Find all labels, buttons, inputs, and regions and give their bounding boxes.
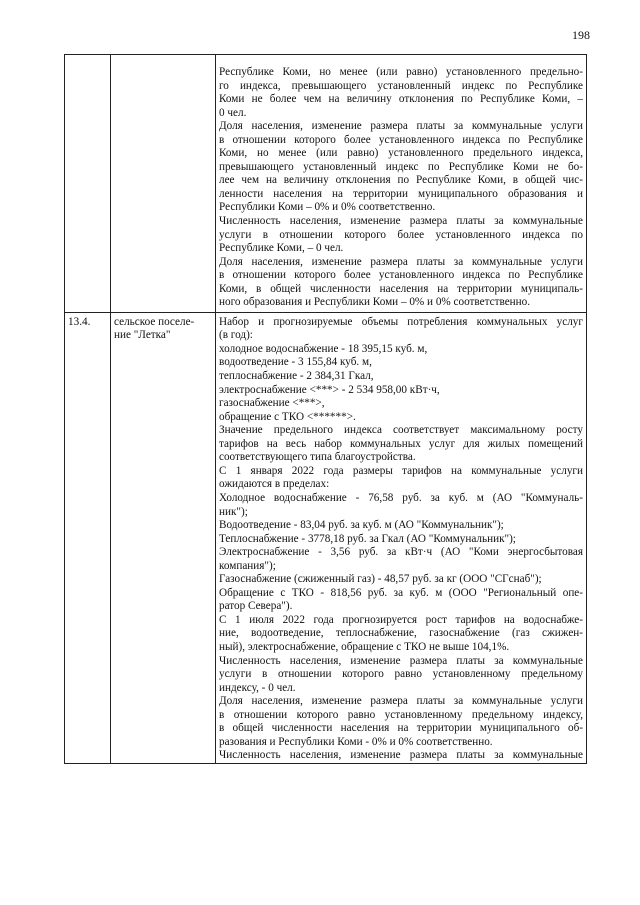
description-line: ник"); (219, 505, 248, 518)
description-line: в отношении которого равно установленному предельному индексу, (219, 708, 583, 721)
description-line: Теплоснабжение - 3778,18 руб. за Гкал (АО "Коммунальник"); (219, 532, 516, 545)
description-line: в отношении которого более установленного индекса по Республике (219, 269, 583, 282)
description-line: соответствующего типа благоустройства. (219, 451, 416, 464)
description-line: услуги в отношении которого равно установленному предельному (219, 668, 583, 681)
description-line: индексу, - 0 чел. (219, 681, 296, 694)
description-line: в общей численности населения на территории муниципального об- (219, 722, 583, 735)
description-line: го индекса, превышающего установленный индекс по Республике (219, 79, 583, 92)
description-line: Коми, но менее (или равно) установленного предельного индекса, (219, 147, 583, 160)
table-row (65, 55, 587, 313)
description-line: Численность населения, изменение размера платы за коммунальные (219, 654, 583, 667)
description-line: газоснабжение <***>, (219, 397, 325, 410)
description-cell (216, 55, 587, 313)
description-line: обращение с ТКО <******>. (219, 410, 356, 423)
description-line: Электроснабжение - 3,56 руб. за кВт·ч (АО "Коми энергосбытовая (219, 546, 583, 559)
description-line: Коми, в общей численности населения на территории муниципаль- (219, 282, 583, 295)
description-line: ного образования и Республики Коми – 0% и 0% соответственно. (219, 296, 531, 309)
description-line: Численность населения, изменение размера платы за коммунальные (219, 749, 583, 762)
description-line: компания"); (219, 559, 276, 572)
description-line: Доля населения, изменение размера платы за коммунальные услуги (219, 695, 583, 708)
description-line: С 1 января 2022 года размеры тарифов на коммунальные услуги (219, 464, 583, 477)
description-line: разования и Республики Коми - 0% и 0% соответственно. (219, 735, 493, 748)
description-line: ный), электроснабжение, обращение с ТКО не выше 104,1%. (219, 640, 510, 653)
tariff-table (64, 54, 587, 764)
description-line: 0 чел. (219, 106, 247, 119)
description-line: Численность населения, изменение размера платы за коммунальные (219, 215, 583, 228)
description-line: Набор и прогнозируемые объемы потребления коммунальных услуг (219, 315, 583, 328)
description-line: в отношении которого более установленного индекса по Республике (219, 133, 583, 146)
description-line: ние, водоотведение, теплоснабжение, газоснабжение (газ сжижен- (219, 627, 583, 640)
description-line: электроснабжение <***> - 2 534 958,00 кВт·ч, (219, 383, 440, 396)
table-row (65, 312, 587, 763)
row-number-cell (65, 55, 111, 313)
description-line: ленности населения на территории муниципального образования и (219, 187, 583, 200)
settlement-name-cell (111, 312, 216, 763)
description-line: (в год): (219, 329, 253, 342)
description-line: Доля населения, изменение размера платы за коммунальные услуги (219, 120, 583, 133)
description-line: Республике Коми, – 0 чел. (219, 242, 344, 255)
row-number-cell (65, 312, 111, 763)
description-line: С 1 июля 2022 года прогнозируется рост тарифов на водоснабже- (219, 613, 583, 626)
description-line: водоотведение - 3 155,84 куб. м, (219, 356, 372, 369)
description-line: услуги в отношении которого более установленного индекса по (219, 228, 583, 241)
description-line: Газоснабжение (сжиженный газ) - 48,57 руб. за кг (ООО "СГснаб"); (219, 573, 542, 586)
description-line: тарифов на весь набор коммунальных услуг для жилых помещений (219, 437, 583, 450)
settlement-name-line: сельское поселе- (114, 315, 195, 328)
description-line: Республике Коми, но менее (или равно) установленного предельно- (219, 66, 583, 78)
description-line: холодное водоснабжение - 18 395,15 куб. м, (219, 342, 428, 355)
description-line: Доля населения, изменение размера платы за коммунальные услуги (219, 255, 583, 268)
description-line: Значение предельного индекса соответствует максимальному росту (219, 424, 583, 437)
description-line: ожидаются в пределах: (219, 478, 330, 491)
description-line: Коми не более чем на величину отклонения по Республике Коми, – (219, 93, 583, 106)
description-line: Водоотведение - 83,04 руб. за куб. м (АО "Коммунальник"); (219, 519, 504, 532)
row-number: 13.4. (68, 315, 91, 328)
description-line: Республики Коми – 0% и 0% соответственно. (219, 201, 436, 214)
description-cell (216, 312, 587, 763)
description-line: лее чем на величину отклонения по Республике Коми, в общей чис- (219, 174, 583, 187)
description-line: превышающего установленный индекс по Республике Коми не бо- (219, 160, 583, 173)
description-line: ратор Севера"). (219, 600, 293, 613)
page-number: 198 (572, 28, 590, 42)
settlement-name-line: ние "Летка" (114, 329, 171, 342)
description-line: Обращение с ТКО - 818,56 руб. за куб. м (ООО "Региональный опе- (219, 586, 583, 599)
settlement-name-cell (111, 55, 216, 313)
description-line: теплоснабжение - 2 384,31 Гкал, (219, 370, 374, 383)
description-line: Холодное водоснабжение - 76,58 руб. за куб. м (АО "Коммуналь- (219, 491, 583, 504)
